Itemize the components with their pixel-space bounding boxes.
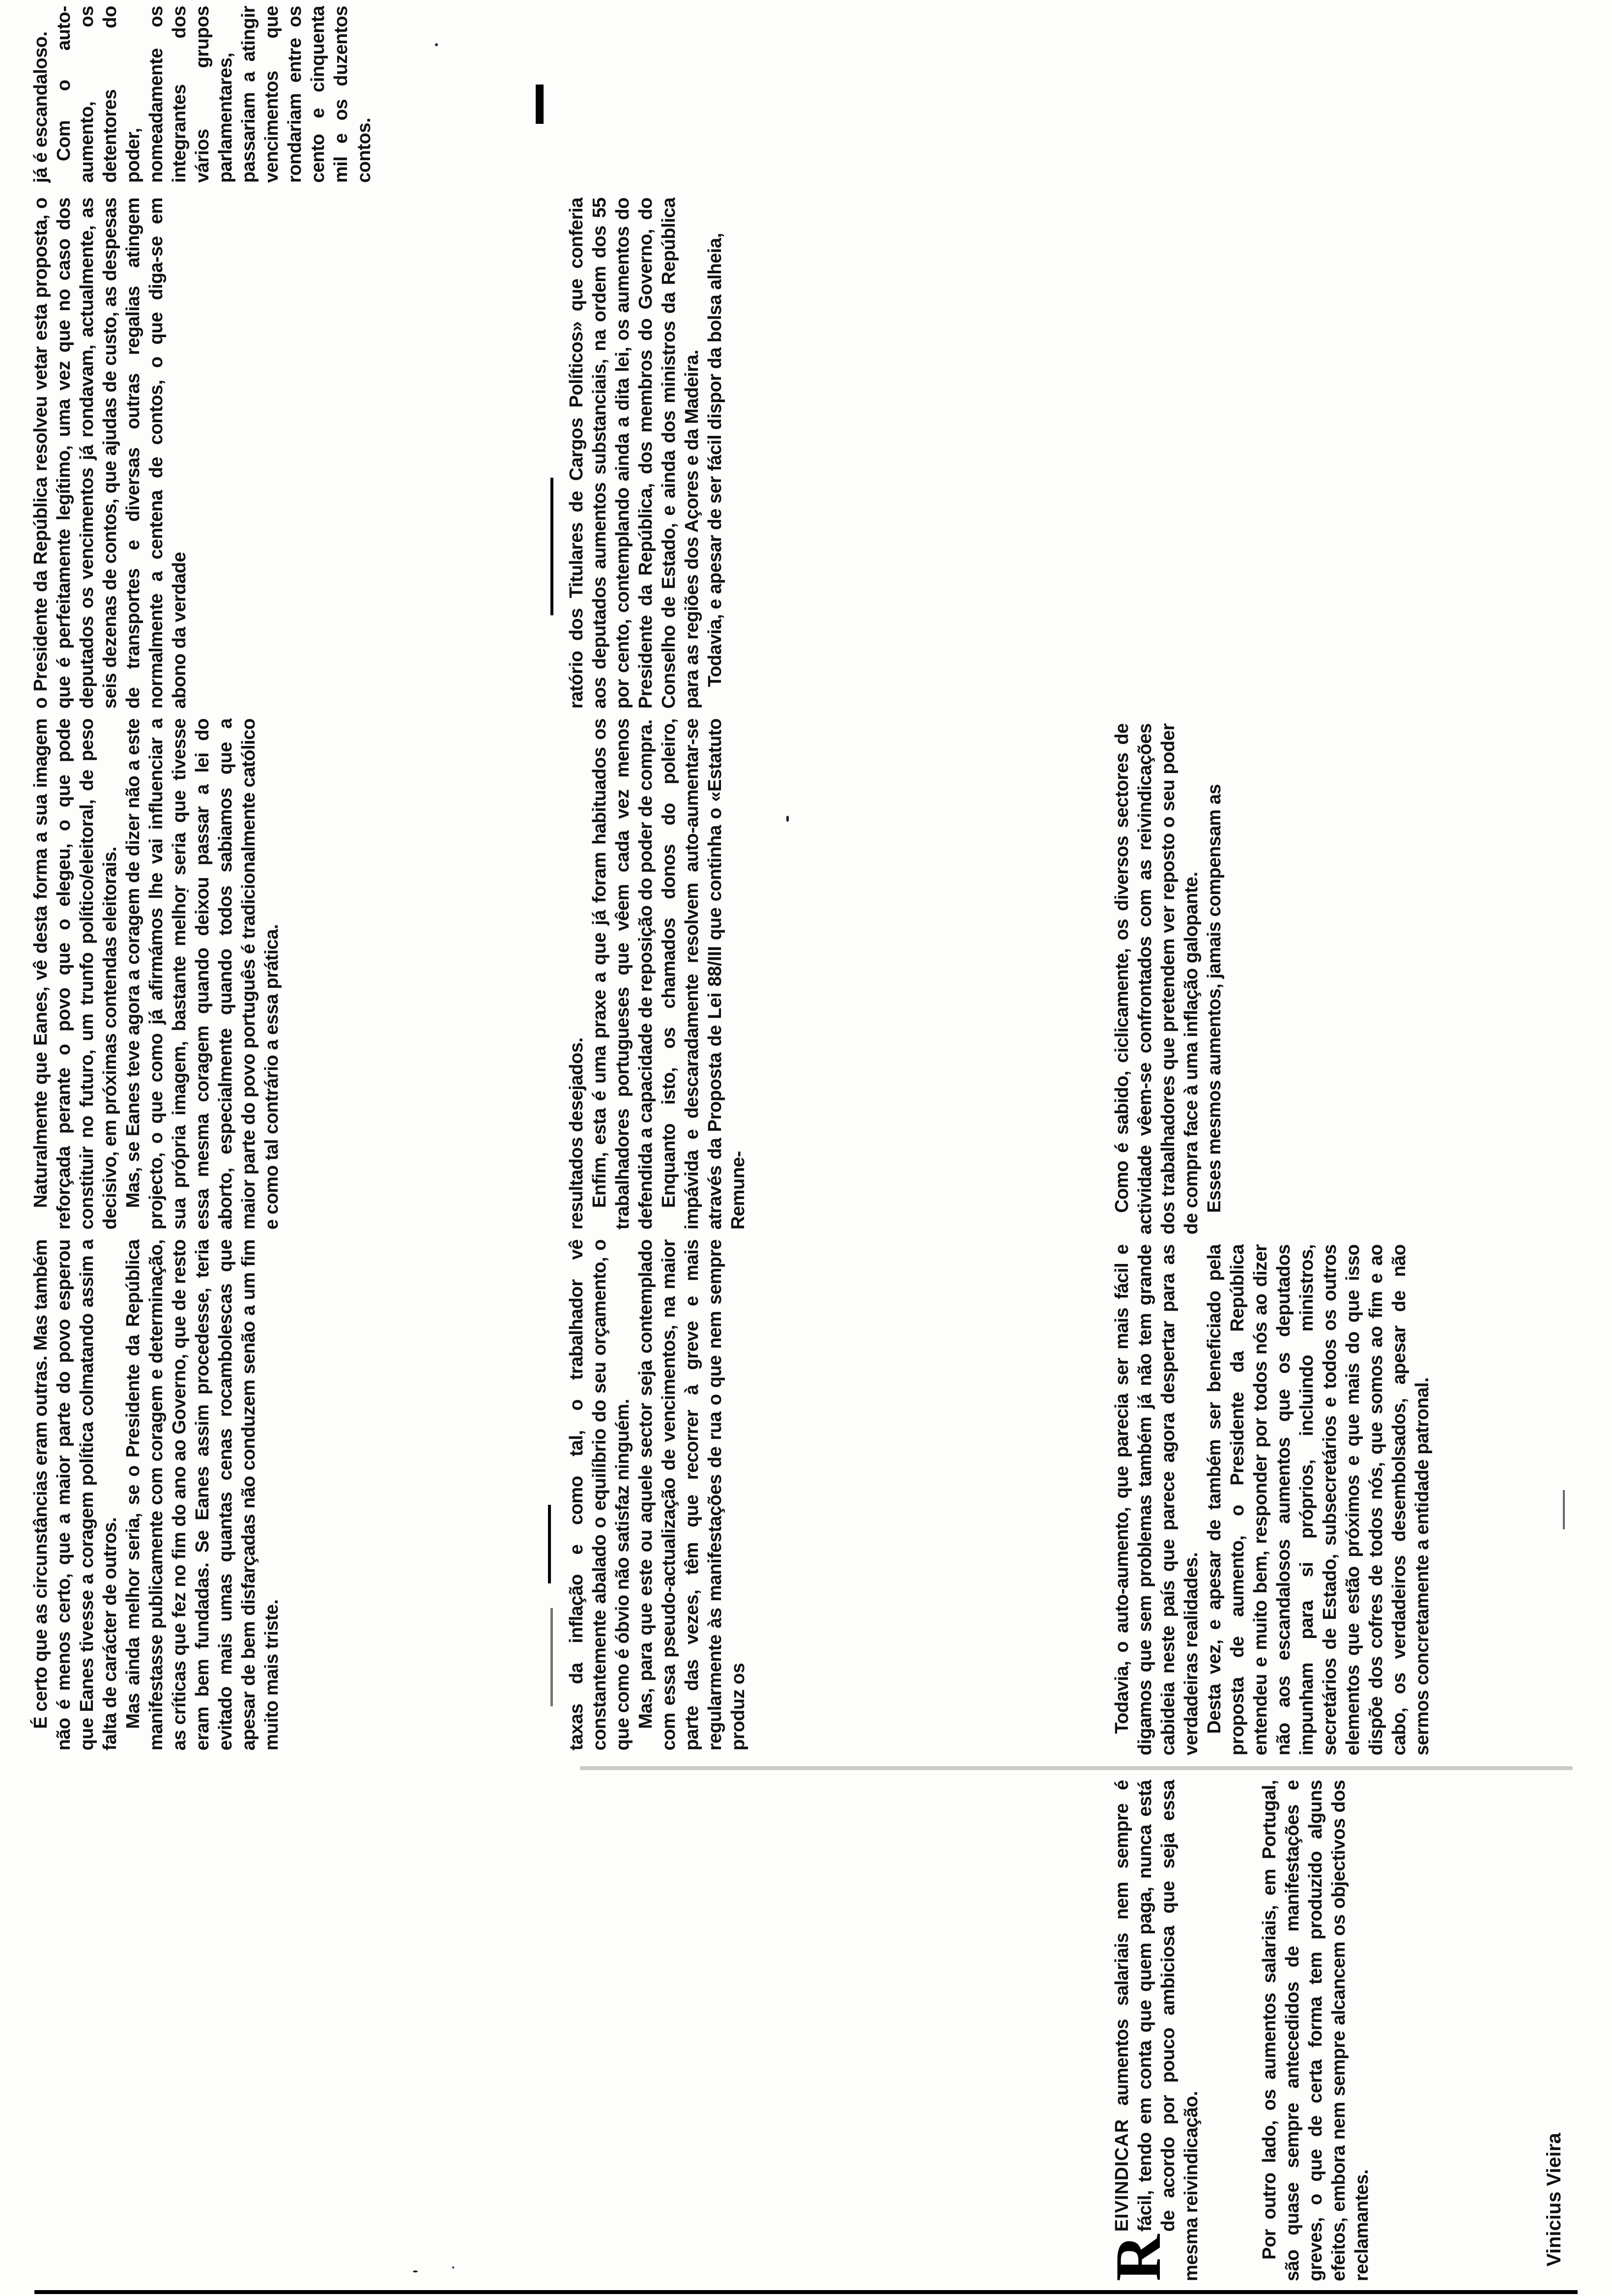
article-column-1-continued — [1258, 1780, 1563, 2281]
paragraph: Como é sabido, ciclicamente, os diversos sectores de actividade vêem-se confrontados com as reivindicações dos trabalhadores que pretendem ver reposto o seu poder de compra face à uma inflação galopante. — [1112, 723, 1202, 1234]
article-column-4 — [565, 198, 1096, 709]
article-left-border — [34, 2290, 1578, 2294]
article-column-5 — [29, 198, 550, 709]
paragraph: Mas ainda melhor seria, se o Presidente da República manifestasse publicamente com coragem e determinação, as críticas que fez no fim do ano ao Governo, que de resto eram bem fundadas. Se Eanes assim procedesse, teria evitado mais umas quantas cenas rocambolescas que apesar de bem disfarçadas não conduzem senão a um fim muito mais triste. — [123, 1239, 282, 1751]
paragraph-text: aumentos salariais nem sempre é fácil, tendo em conta que quem paga, nunca está de acordo por pouco ambiciosa que seja essa mesma reivindicação. — [1112, 1780, 1202, 2281]
paragraph: o Presidente da República resolveu vetar esta proposta, o que é perfeitamente legítimo, uma vez que no caso dos deputados os vencimentos já rondavam, actualmente, as seis dezenas de contos, que ajudas de custo, as despesas de transportes e diversas outras regalias atingem normalmente a centena de contos, o que diga-se em abono da verdade — [30, 198, 190, 709]
article-column-6b — [29, 718, 550, 1230]
article-column-1b — [1111, 1244, 1573, 1755]
paragraph: Com o auto-aumento, os detentores do poder, nomeadamente os integrantes dos vários grupos parlamentares, passariam a atingir vencimentos que rondariam entre os cento e cinquenta mil e os duzentos contos. — [54, 6, 374, 183]
paragraph: É certo que as circunstâncias eram outras. Mas também não é menos certo, que a maior parte do povo esperou que Eanes tivesse a coragem política colmatando assim a falta de carácter de outros. — [30, 1239, 120, 1751]
column-top-rule — [550, 1608, 553, 1706]
paragraph: Enfim, esta é uma praxe a que já foram habituados os trabalhadores portugueses que vêem cada vez menos defendida a capacidade de reposição do poder de compra. — [589, 718, 656, 1230]
paragraph: Mas, se Eanes teve agora a coragem de dizer não a este projecto, o que como já afirmámos lhe vai influenciar a sua própria imagem, bastante melhor seria que tivesse essa mesma coragem quando deixou passar a lei do aborto, especialmente quando todos sabiamos que a maior parte do povo português é tradicionalmente católico e como tal contrário a essa prática. — [123, 718, 282, 1230]
author-signature: Vinicius Vieira — [1543, 2132, 1565, 2267]
article-column-6 — [29, 6, 1583, 183]
paragraph: já é escandaloso. — [30, 31, 51, 183]
dropcap-letter: R — [1102, 2235, 1174, 2281]
paragraph: Esses mesmos aumentos, jamais compensam as — [1204, 784, 1225, 1213]
paragraph: Enquanto isto, os chamados donos do poleiro, impávida e descaradamente resolvem auto-aumentar-se através da Proposta de Lei 88/III que continha o «Estatuto Remune- — [659, 718, 748, 1230]
paragraph: Mas, para que este ou aquele sector seja contemplado com essa pseudo-actualização de vencimentos, na maior parte das vezes, têm que recorrer à greve e mais regularmente às manifestações de rua o que nem sempre produz os — [635, 1239, 748, 1751]
paragraph: taxas da inflação e como tal, o trabalhador vê constantemente abalado o equilíbrio do seu orçamento, o que como é óbvio não satisfaz ninguém. — [566, 1239, 633, 1751]
paragraph: ratório dos Titulares de Cargos Políticos» que conferia aos deputados aumentos substanciais, na ordem dos 55 por cento, contemplando ainda a dita lei, os aumentos do Presidente da República, dos membros do Governo, do Conselho de Estado, e ainda dos ministros da República para as regiões dos Açores e da Madeira. — [566, 198, 702, 709]
paragraph: Naturalmente que Eanes, vê desta forma a sua imagem reforçada perante o povo que o elegeu, o que pode constituir no futuro, um trunfo político/eleitoral, de peso decisivo, em próximas contendas eleitorais. — [30, 718, 120, 1230]
paragraph: Todavia, e apesar de ser fácil dispor da bolsa alheia, — [705, 233, 725, 687]
column-top-rule — [550, 478, 553, 615]
article-column-1 — [1102, 1780, 1203, 2281]
paragraph: Todavia, o auto-aumento, que parecia ser mais fácil e digamos que sem problemas também já não tem grande cabideia neste país que parece agora despertar para as verdadeiras realidades. — [1112, 1244, 1202, 1755]
paragraph: resultados desejados. — [566, 1037, 587, 1230]
paragraph: Por outro lado, os aumentos salariais, em Portugal, são quase sempre antecedidos de manifestações e greves, o que de certa forma tem produzido alguns efeitos, embora nem sempre alcancem os objectivos dos reclamantes. — [1259, 1780, 1372, 2281]
paragraph: Desta vez, e apesar de também ser beneficiado pela proposta de aumento, o Presidente da República entendeu e muito bem, responder por todos nós ao dizer não aos escandalosos aumentos que os deputados impunham para si próprios, incluindo ministros, secretários de Estado, subsecretários e todos os outros elementos que estão próximos e que mais do que isso dispõe dos cofres de todos nós, que somos ao fim e ao cabo, os verdadeiros desembolsados, apesar de não sermos concretamente a entidade patronal. — [1204, 1244, 1433, 1755]
article-column-1c — [1111, 723, 1573, 1234]
article-column-2 — [565, 1239, 1096, 1751]
lead-caps: EIVINDICAR — [1112, 2119, 1132, 2232]
lead-paragraph — [1102, 1780, 1203, 2281]
column-separator-rule — [580, 1766, 1573, 1770]
article-column-6c — [29, 1239, 550, 1751]
article-column-3 — [565, 718, 1096, 1230]
